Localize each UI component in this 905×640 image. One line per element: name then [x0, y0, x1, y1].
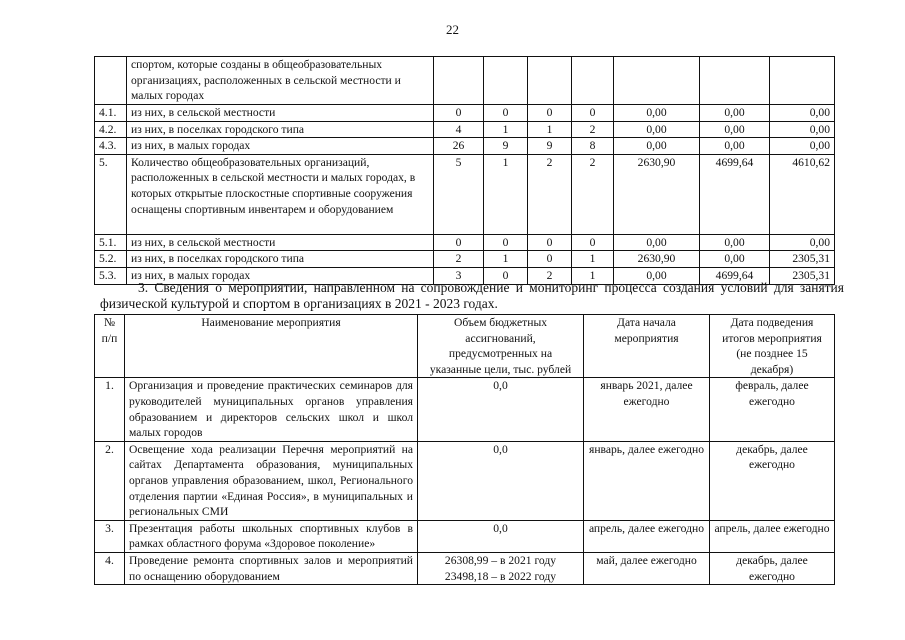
header-name: Наименование мероприятия [125, 315, 418, 378]
table-row [95, 251, 835, 268]
table-cell-f2: 0,00 [700, 138, 770, 155]
table-cell-v1: 26 [434, 138, 484, 155]
table-cell-f1: 0,00 [614, 234, 700, 251]
table-row [95, 378, 835, 441]
table-cell-num: 5.2. [95, 251, 127, 268]
table-header-row [95, 315, 835, 378]
table-cell-name: Проведение ремонта спортивных залов и мероприятий по оснащению оборудованием [125, 552, 418, 584]
table-cell-v4: 0 [572, 234, 614, 251]
table-cell-v4: 0 [572, 105, 614, 122]
table-cell-f1: 0,00 [614, 267, 700, 284]
table-cell-v3: 0 [528, 234, 572, 251]
header-num: № п/п [95, 315, 125, 378]
table-cell-v1: 2 [434, 251, 484, 268]
table-cell-f1: 2630,90 [614, 154, 700, 234]
table-row [95, 520, 835, 552]
table-cell-v3: 0 [528, 251, 572, 268]
table-cell-num: 4.1. [95, 105, 127, 122]
section-heading: 3. Сведения о мероприятии, направленном на сопровождение и мониторинг процесса создания условий для занятия физической культурой и спортом в организациях в 2021 - 2023 годах. [100, 280, 844, 311]
table-cell-result: февраль, далее ежегодно [710, 378, 835, 441]
table-cell-v4: 8 [572, 138, 614, 155]
table-cell-v2: 1 [484, 154, 528, 234]
table-cell-name: из них, в поселках городского типа [127, 121, 434, 138]
table-row [95, 154, 835, 234]
events-table [94, 314, 835, 585]
table-cell-start: апрель, далее ежегодно [584, 520, 710, 552]
indicators-table [94, 56, 835, 285]
table-cell-v1: 3 [434, 267, 484, 284]
table-cell-start: январь 2021, далее ежегодно [584, 378, 710, 441]
table-cell-v2: 1 [484, 251, 528, 268]
table-cell-name: из них, в сельской местности [127, 105, 434, 122]
table-cell-f2: 0,00 [700, 105, 770, 122]
table-cell-v4: 2 [572, 121, 614, 138]
table-cell-name: из них, в малых городах [127, 138, 434, 155]
table-cell-f2: 4699,64 [700, 154, 770, 234]
table-cell-f3: 0,00 [770, 234, 835, 251]
table-cell-num: 5.3. [95, 267, 127, 284]
table-cell-name: Количество общеобразовательных организаций, расположенных в сельской местности и малых городах, в которых открытые плоскостные спортивные сооружения оснащены спортивным инвентарем и оборудованием [127, 154, 434, 234]
table-cell-start: май, далее ежегодно [584, 552, 710, 584]
table-cell-v1: 4 [434, 121, 484, 138]
table-cell-num: 4.2. [95, 121, 127, 138]
table-cell-name: Презентация работы школьных спортивных клубов в рамках областного форума «Здоровое поколение» [125, 520, 418, 552]
table-cell-v2: 9 [484, 138, 528, 155]
table-cell-budget: 0,0 [418, 441, 584, 520]
table-cell-num: 5.1. [95, 234, 127, 251]
table-cell-v2: 0 [484, 234, 528, 251]
table-row [95, 552, 835, 584]
table-cell-num: 2. [95, 441, 125, 520]
table-row [95, 105, 835, 122]
table-cell-f3: 0,00 [770, 105, 835, 122]
table-cell-name: Освещение хода реализации Перечня мероприятий на сайтах Департамента образования, муниципальных органов управления образованием, школ, Регионального отделения партии «Единая Россия», в муниципальных и региональных СМИ [125, 441, 418, 520]
table-cell-v2: 0 [484, 267, 528, 284]
table-cell-v4: 1 [572, 267, 614, 284]
table-cell-v1: 5 [434, 154, 484, 234]
header-result: Дата подведения итогов мероприятия (не позднее 15 декабря) [710, 315, 835, 378]
table-cell-f3: 2305,31 [770, 251, 835, 268]
table-cell-num: 5. [95, 154, 127, 234]
table-cell-v3: 9 [528, 138, 572, 155]
table-cell-name: спортом, которые созданы в общеобразовательных организациях, расположенных в сельской местности и малых городах [127, 57, 434, 105]
table-cell-name: Организация и проведение практических семинаров для руководителей муниципальных органов управления образованием и директоров сельских школ и школ малых городов [125, 378, 418, 441]
page-number: 22 [446, 22, 459, 37]
table-cell-v3: 0 [528, 105, 572, 122]
table-cell-start: январь, далее ежегодно [584, 441, 710, 520]
table-cell-result: декабрь, далее ежегодно [710, 552, 835, 584]
table-cell-name: из них, в поселках городского типа [127, 251, 434, 268]
table-cell-f3: 2305,31 [770, 267, 835, 284]
table-cell-v1: 0 [434, 105, 484, 122]
table-cell-v4: 1 [572, 251, 614, 268]
table-cell-num: 4. [95, 552, 125, 584]
table-cell-f2: 0,00 [700, 121, 770, 138]
table-cell-f3: 0,00 [770, 121, 835, 138]
table-cell-budget: 26308,99 – в 2021 году 23498,18 – в 2022 году [418, 552, 584, 584]
table-cell-f1: 2630,90 [614, 251, 700, 268]
table-cell-num: 1. [95, 378, 125, 441]
table-cell-budget: 0,0 [418, 378, 584, 441]
header-start: Дата начала мероприятия [584, 315, 710, 378]
table-cell-name: из них, в малых городах [127, 267, 434, 284]
table-cell-v1: 0 [434, 234, 484, 251]
table-cell-budget: 0,0 [418, 520, 584, 552]
table-cell-f1: 0,00 [614, 138, 700, 155]
table-cell-f2: 0,00 [700, 234, 770, 251]
table-row [95, 121, 835, 138]
table-cell-f2: 4699,64 [700, 267, 770, 284]
table-cell-v2: 1 [484, 121, 528, 138]
table-cell-f2: 0,00 [700, 251, 770, 268]
table-row [95, 57, 835, 105]
table-cell-v3: 1 [528, 121, 572, 138]
table-cell-f1: 0,00 [614, 121, 700, 138]
table-cell-v3: 2 [528, 154, 572, 234]
table-cell-f3: 0,00 [770, 138, 835, 155]
table-cell-name: из них, в сельской местности [127, 234, 434, 251]
table-row [95, 234, 835, 251]
table-cell-f1: 0,00 [614, 105, 700, 122]
table-cell-result: декабрь, далее ежегодно [710, 441, 835, 520]
table-cell-num: 4.3. [95, 138, 127, 155]
header-budget: Объем бюджетных ассигнований, предусмотренных на указанные цели, тыс. рублей [418, 315, 584, 378]
table-cell-result: апрель, далее ежегодно [710, 520, 835, 552]
table-row [95, 441, 835, 520]
table-cell-v3: 2 [528, 267, 572, 284]
table-cell-v4: 2 [572, 154, 614, 234]
table-cell-f3: 4610,62 [770, 154, 835, 234]
table-cell-v2: 0 [484, 105, 528, 122]
table-cell-num: 3. [95, 520, 125, 552]
table-row [95, 138, 835, 155]
